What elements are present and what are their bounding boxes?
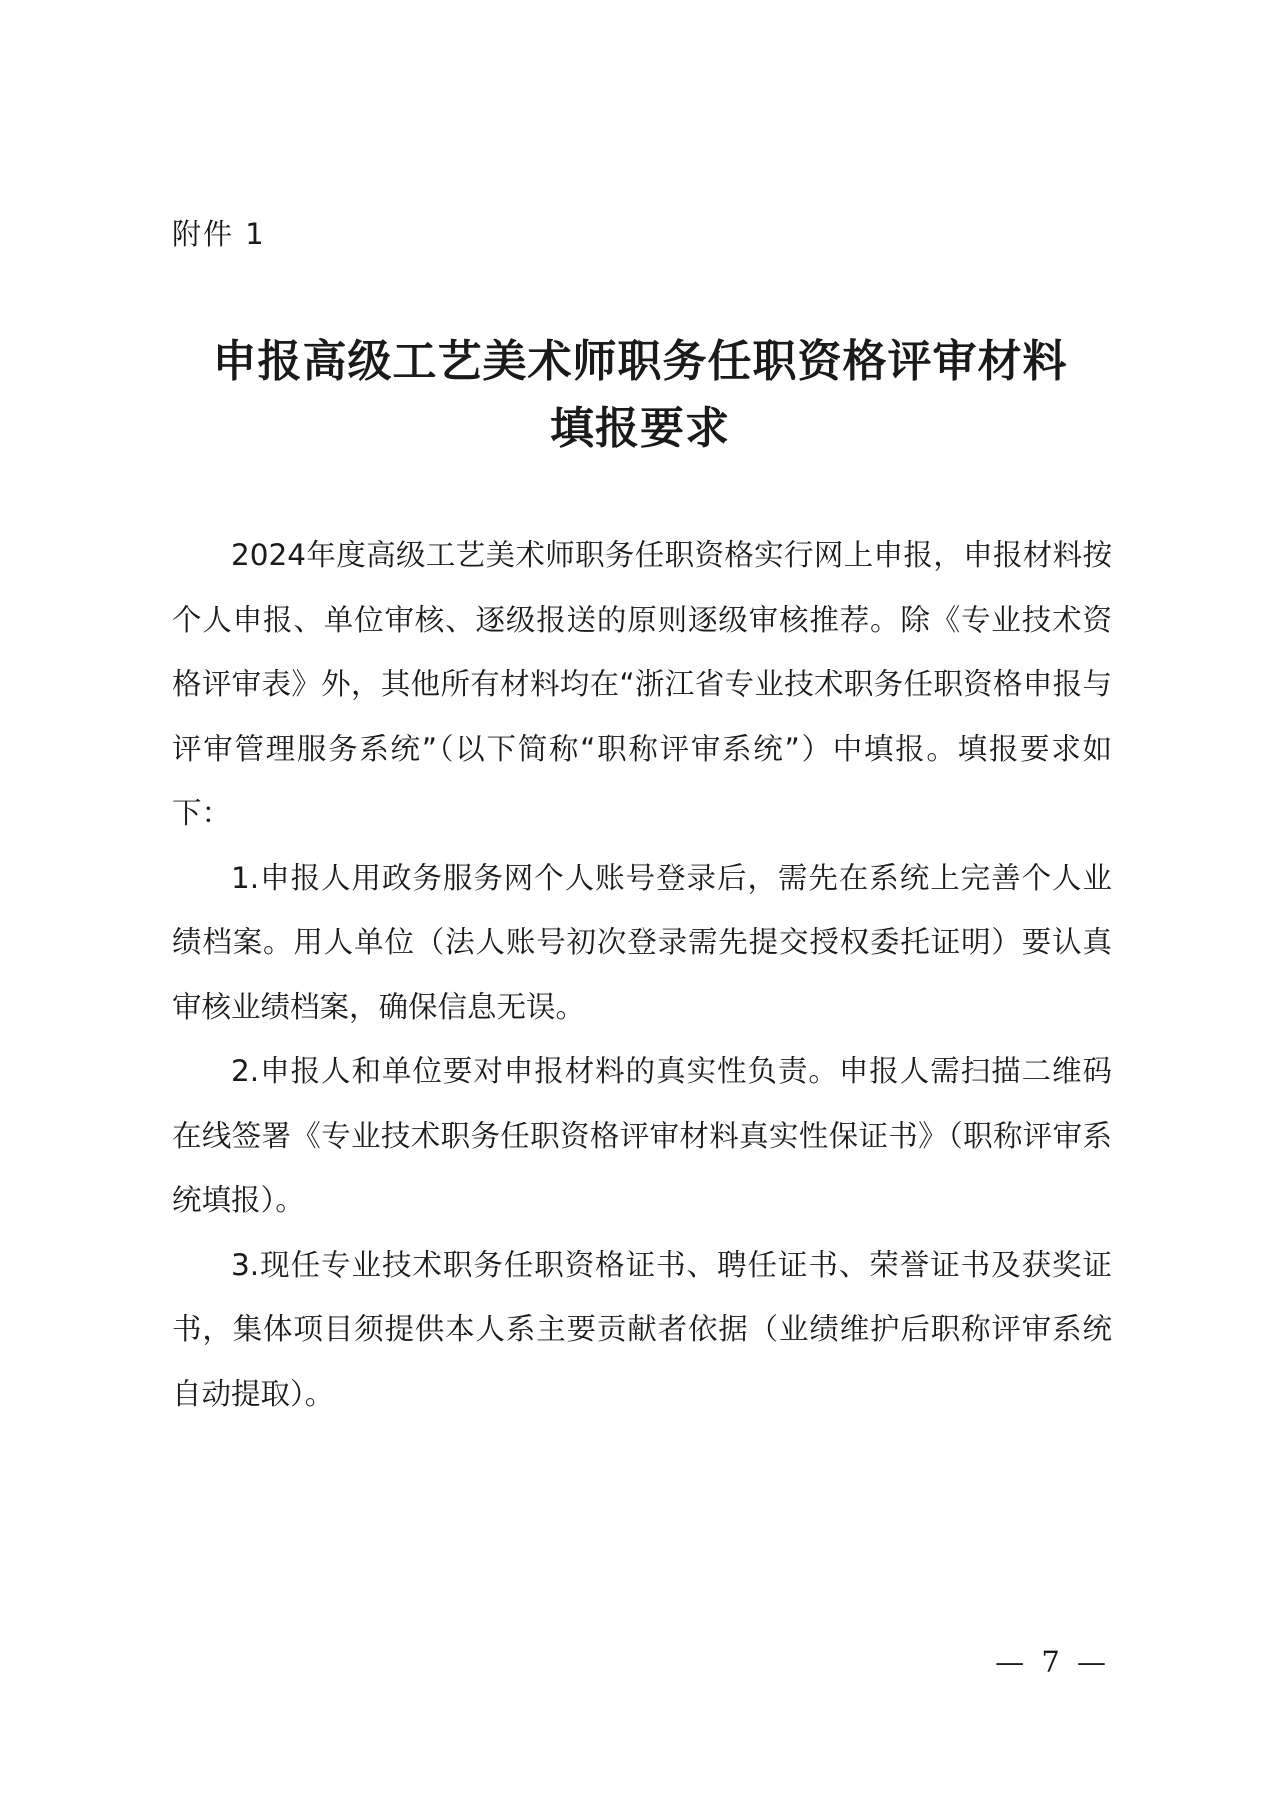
paragraph-item-1: 1.申报人用政务服务网个人账号登录后，需先在系统上完善个人业绩档案。用人单位（法人账号初次登录需先提交授权委托证明）要认真审核业绩档案，确保信息无误。	[172, 860, 1112, 1024]
paragraph-intro: 2024年度高级工艺美术师职务任职资格实行网上申报，申报材料按个人申报、单位审核、逐级报送的原则逐级审核推荐。除《专业技术资格评审表》外，其他所有材料均在“浙江省专业技术职务任职资格申报与评审管理服务系统”（以下简称“职称评审系统”）中填报。填报要求如下：	[172, 538, 1112, 830]
attachment-label: 附件 1	[172, 217, 266, 251]
document-title-line-2: 填报要求	[550, 403, 730, 454]
document-body	[172, 523, 1112, 1426]
paragraph-item-3: 3.现任专业技术职务任职资格证书、聘任证书、荣誉证书及获奖证书，集体项目须提供本人系主要贡献者依据（业绩维护后职称评审系统自动提取）。	[172, 1247, 1112, 1411]
document-title-line-1: 申报高级工艺美术师职务任职资格评审材料	[212, 336, 1068, 387]
paragraph-item-2: 2.申报人和单位要对申报材料的真实性负责。申报人需扫描二维码在线签署《专业技术职务任职资格评审材料真实性保证书》（职称评审系统填报）。	[172, 1054, 1112, 1217]
page-number: — 7 —	[995, 1645, 1110, 1679]
